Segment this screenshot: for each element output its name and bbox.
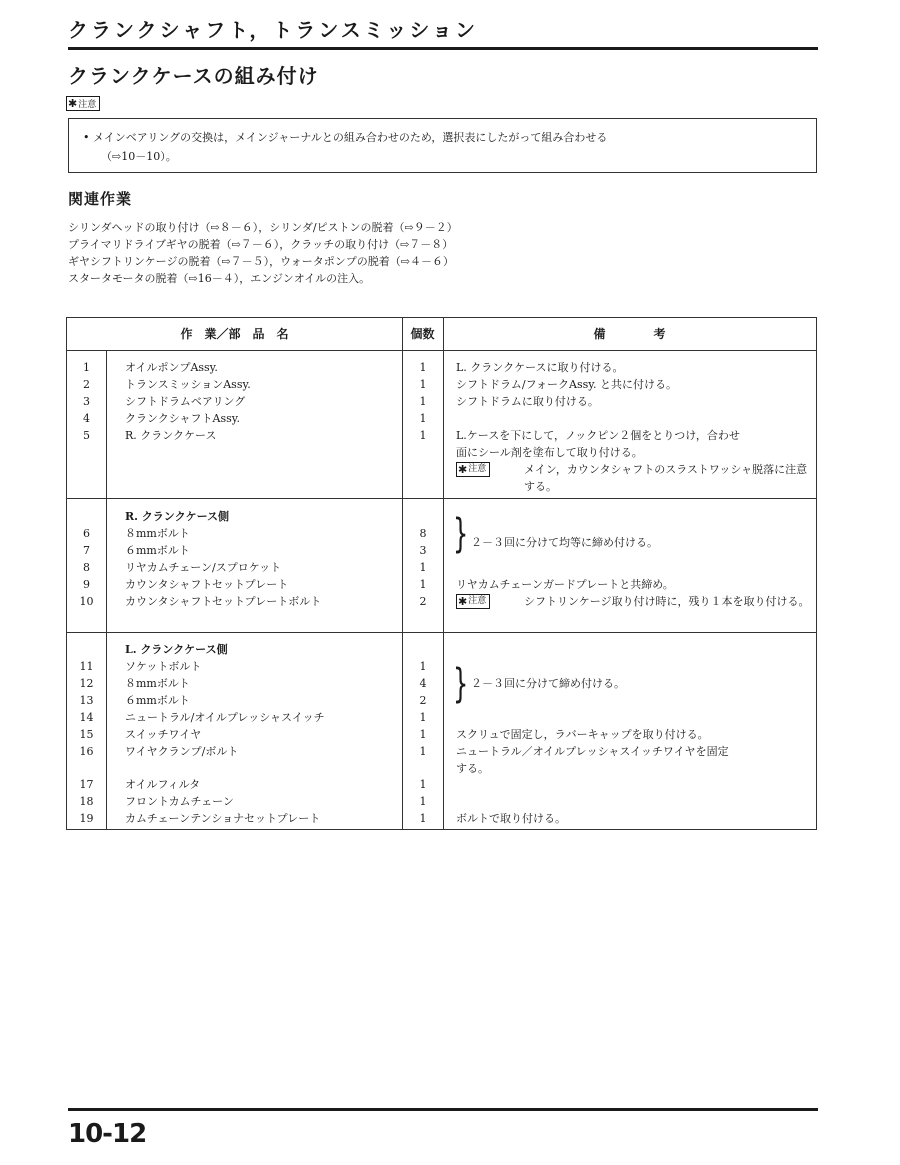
part-qty: 4 xyxy=(419,677,427,690)
caution-box xyxy=(68,118,817,173)
related-work-item: シリンダヘッドの取り付け（⇨８－６），シリンダ/ピストンの脱着（⇨９－２） xyxy=(68,221,458,234)
remark: スクリュで固定し，ラバーキャップを取り付ける。 xyxy=(456,728,709,741)
remark-line: 面にシール剤を塗布して取り付ける。 xyxy=(456,446,643,459)
part-name: ８mmボルト xyxy=(125,527,190,540)
related-work-item: スタータモータの脱着（⇨16－４），エンジンオイルの注入。 xyxy=(68,272,371,285)
part-qty: 1 xyxy=(419,378,427,391)
part-name: ８mmボルト xyxy=(125,677,190,690)
caution-text: メイン，カウンタシャフトのスラストワッシャ脱落に注意する。 xyxy=(524,463,808,493)
star-icon: ✱ xyxy=(68,97,78,110)
part-qty: 1 xyxy=(419,660,427,673)
caution-note-line: （⇨10－10）。 xyxy=(101,150,177,163)
row-number: 15 xyxy=(79,728,94,741)
caution-label: 注意 xyxy=(468,464,487,474)
row-number: 12 xyxy=(79,677,94,690)
part-name: オイルフィルタ xyxy=(125,778,201,791)
part-qty: 1 xyxy=(419,561,427,574)
part-qty: 2 xyxy=(419,694,427,707)
related-work-item: ギヤシフトリンケージの脱着（⇨７－５），ウォータポンプの脱着（⇨４－６） xyxy=(68,255,454,268)
brace-icon: } xyxy=(453,511,469,557)
group-heading: R. クランクケース側 xyxy=(125,510,230,523)
remark: シフトドラムに取り付ける。 xyxy=(456,395,599,408)
part-name: R. クランクケース xyxy=(125,429,217,442)
star-icon: ✱ xyxy=(458,463,468,476)
header-work-parts: 作 業／部 品 名 xyxy=(180,327,289,341)
table-divider xyxy=(443,318,444,829)
row-number: 13 xyxy=(79,694,94,707)
part-name: ソケットボルト xyxy=(125,660,202,673)
table-divider xyxy=(67,632,816,633)
row-number: 3 xyxy=(83,395,90,408)
page-number: 10-12 xyxy=(68,1119,147,1149)
brace-icon: } xyxy=(453,661,469,707)
row-number: 6 xyxy=(83,527,90,540)
part-name: カウンタシャフトセットプレートボルト xyxy=(125,595,322,608)
part-qty: 2 xyxy=(419,595,427,608)
caution-remark xyxy=(456,593,811,610)
row-number: 17 xyxy=(79,778,94,791)
part-qty: 1 xyxy=(419,429,427,442)
caution-note-line: • メインベアリングの交換は，メインジャーナルとの組み合わせのため，選択表にしたがって組み合わせる xyxy=(83,131,608,144)
table-divider xyxy=(67,498,816,499)
section-title: クランクケースの組み付け xyxy=(68,64,319,88)
row-number: 19 xyxy=(79,812,94,825)
header-remarks: 備 考 xyxy=(593,327,666,341)
chapter-title: クランクシャフト，トランスミッション xyxy=(68,18,478,42)
remark: シフトドラム/フォークAssy. と共に付ける。 xyxy=(456,378,678,391)
remark: リヤカムチェーンガードプレートと共締め。 xyxy=(456,578,674,591)
row-number: 14 xyxy=(79,711,94,724)
caution-text: シフトリンケージ取り付け時に，残り１本を取り付ける。 xyxy=(524,595,810,608)
part-name: シフトドラムベアリング xyxy=(125,395,246,408)
caution-label: 注意 xyxy=(78,100,97,110)
part-name: ６mmボルト xyxy=(125,544,190,557)
remark xyxy=(456,427,740,461)
header-qty: 個数 xyxy=(410,327,435,341)
remark: ２－３回に分けて均等に締め付ける。 xyxy=(471,536,658,549)
part-qty: 1 xyxy=(419,795,427,808)
part-qty: 3 xyxy=(419,544,427,557)
caution-remark xyxy=(456,461,811,495)
part-name: トランスミッションAssy. xyxy=(125,378,251,391)
related-work-item: プライマリドライブギヤの脱着（⇨７－６），クラッチの取り付け（⇨７－８） xyxy=(68,238,454,251)
part-name: ワイヤクランプ/ボルト xyxy=(125,745,239,758)
row-number: 8 xyxy=(83,561,90,574)
row-number: 7 xyxy=(83,544,90,557)
row-number: 11 xyxy=(79,660,94,673)
row-number: 9 xyxy=(83,578,90,591)
remark: ２－３回に分けて締め付ける。 xyxy=(471,677,625,690)
part-name: オイルポンプAssy. xyxy=(125,361,218,374)
row-number: 10 xyxy=(79,595,94,608)
group-heading: L. クランクケース側 xyxy=(125,643,228,656)
part-name: ニュートラル/オイルプレッシャスイッチ xyxy=(125,711,325,724)
related-work-list xyxy=(68,219,458,287)
row-number: 18 xyxy=(79,795,94,808)
part-qty: 1 xyxy=(419,728,427,741)
caution-badge xyxy=(66,96,100,111)
remark-line: ニュートラル／オイルプレッシャスイッチワイヤを固定 xyxy=(456,745,729,758)
part-name: リヤカムチェーン/スプロケット xyxy=(125,561,282,574)
part-name: カムチェーンテンショナセットプレート xyxy=(125,812,321,825)
remark-line: する。 xyxy=(456,762,489,775)
caution-badge xyxy=(456,594,490,609)
part-name: スイッチワイヤ xyxy=(125,728,202,741)
part-qty: 8 xyxy=(419,527,427,540)
table-divider xyxy=(106,351,107,829)
related-work-heading: 関連作業 xyxy=(68,190,133,208)
remark xyxy=(456,743,729,777)
part-name: クランクシャフトAssy. xyxy=(125,412,241,425)
remark: L. クランクケースに取り付ける。 xyxy=(456,361,624,374)
part-qty: 1 xyxy=(419,778,427,791)
row-number: 1 xyxy=(83,361,90,374)
row-number: 4 xyxy=(83,412,90,425)
caution-badge xyxy=(456,462,490,477)
part-qty: 1 xyxy=(419,812,427,825)
part-qty: 1 xyxy=(419,745,427,758)
part-name: フロントカムチェーン xyxy=(125,795,234,808)
row-number: 2 xyxy=(83,378,90,391)
top-rule xyxy=(68,47,818,50)
part-qty: 1 xyxy=(419,395,427,408)
bottom-rule xyxy=(68,1108,818,1111)
parts-table xyxy=(66,317,817,830)
remark: ボルトで取り付ける。 xyxy=(456,812,566,825)
part-qty: 1 xyxy=(419,578,427,591)
part-name: ６mmボルト xyxy=(125,694,190,707)
part-qty: 1 xyxy=(419,711,427,724)
caution-label: 注意 xyxy=(468,596,487,606)
row-number: 16 xyxy=(79,745,94,758)
row-number: 5 xyxy=(83,429,90,442)
star-icon: ✱ xyxy=(458,595,468,608)
remark-line: L.ケースを下にして，ノックピン２個をとりつけ，合わせ xyxy=(456,429,740,442)
part-qty: 1 xyxy=(419,412,427,425)
part-qty: 1 xyxy=(419,361,427,374)
part-name: カウンタシャフトセットプレート xyxy=(125,578,289,591)
